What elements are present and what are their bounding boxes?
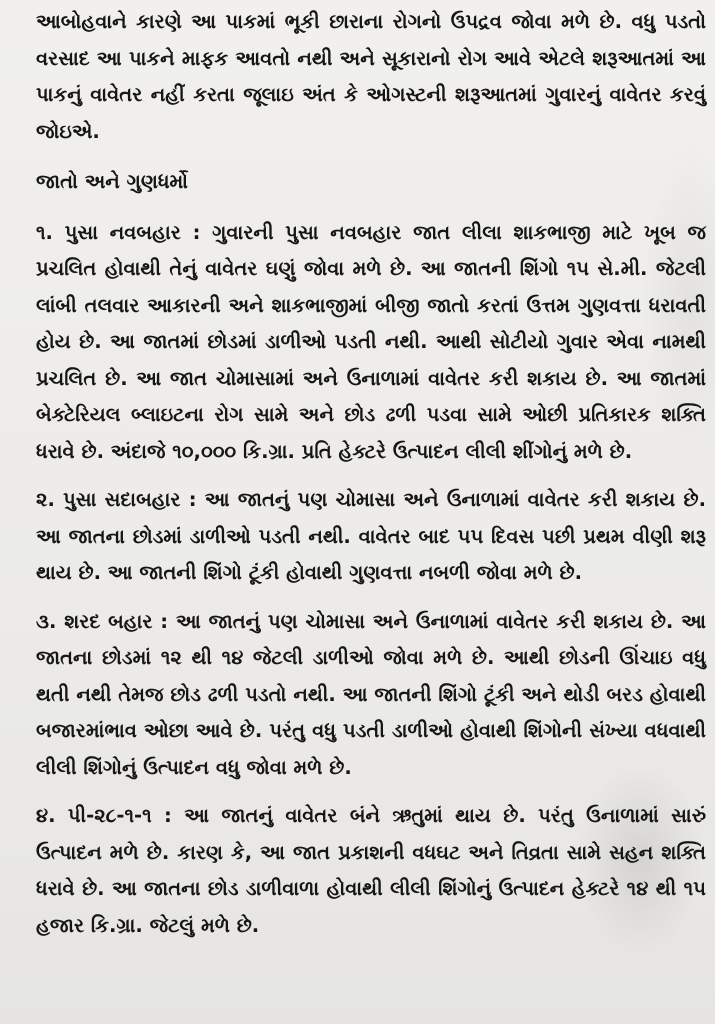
variety-paragraph-4 [36,798,706,944]
section-heading: જાતો અને ગુણધર્મો [36,170,188,193]
variety-label-1: ૧. પુસા નવબહાર : [36,220,201,244]
variety-paragraph-3 [36,604,706,787]
variety-text-1: ગુવારની પુસા નવબહાર જાત લીલા શાકભાજી માટે ખૂબ જ પ્રચલિત હોવાથી તેનું વાવેતર ઘણું જોવા મળે છે. આ જાતની શિંગો ૧૫ સે.મી. જેટલી લાંબી તલવાર આકારની અને શાકભાજીમાં બીજી જાતો કરતાં ઉત્તમ ગુણવત્તા ધરાવતી હોય છે. આ જાતમાં છોડમાં ડાળીઓ પડતી નથી. આથી સોટીયો ગુવાર એવા નામથી પ્રચલિત છે. આ જાત ચોમાસામાં અને ઉનાળામાં વાવેતર કરી શકાય છે. આ જાતમાં બેક્ટેરિયલ બ્લાઇટના રોગ સામે અને છોડ ઢળી પડવા સામે ઓછી પ્રતિકારક શક્તિ ધરાવે છે. અંદાજે ૧૦,૦૦૦ કિ.ગ્રા. પ્રતિ હેક્ટરે ઉત્પાદન લીલી શીંગોનું મળે છે. [36,220,706,463]
variety-text-3: આ જાતનું પણ ચોમાસા અને ઉનાળામાં વાવેતર કરી શકાય છે. આ જાતના છોડમાં ૧૨ થી ૧૪ જેટલી ડાળીઓ જોવા મળે છે. આથી છોડની ઊંચાઇ વધુ થતી નથી તેમજ છોડ ઢળી પડતો નથી. આ જાતની શિંગો ટૂંકી અને થોડી બરડ હોવાથી બજારમાંભાવ ઓછા આવે છે. પરંતુ વધુ પડતી ડાળીઓ હોવાથી શિંગોની સંખ્યા વધવાથી લીલી શિંગોનું ઉત્પાદન વધુ જોવા મળે છે. [36,609,706,779]
variety-label-2: ૨. પુસા સદાબહાર : [36,488,197,511]
variety-paragraph-2 [36,482,706,592]
variety-label-4: ૪. પી-૨૮-૧-૧ : [36,804,172,827]
variety-text-2: આ જાતનું પણ ચોમાસા અને ઉનાળામાં વાવેતર કરી શકાય છે. આ જાતના છોડમાં ડાળીઓ પડતી નથી. વાવેતર બાદ ૫૫ દિવસ પછી પ્રથમ વીણી શરૂ થાય છે. આ જાતની શિંગો ટૂંકી હોવાથી ગુણવત્તા નબળી જોવા મળે છે. [36,488,706,584]
intro-paragraph: આબોહવાને કારણે આ પાકમાં ભૂકી છારાના રોગનો ઉપદ્રવ જોવા મળે છે. વધુ પડતો વરસાદ આ પાકને માફક આવતો નથી અને સૂકારાનો રોગ આવે એટલે શરૂઆતમાં આ પાકનું વાવેતર નહીં કરતા જૂલાઇ અંત કે ઓગસ્ટની શરૂઆતમાં ગુવારનું વાવેતર કરવું જોઇએ. [36,10,706,143]
variety-paragraph-1 [36,215,706,471]
page-text [36,4,706,944]
variety-text-4: આ જાતનું વાવેતર બંને ઋતુમાં થાય છે. પરંતુ ઉનાળામાં સારું ઉત્પાદન મળે છે. કારણ કે, આ જાત પ્રકાશની વધઘટ અને તિવ્રતા સામે સહન શક્તિ ધરાવે છે. આ જાતના છોડ ડાળીવાળા હોવાથી લીલી શિંગોનું ઉત્પાદન હેક્ટરે ૧૪ થી ૧૫ હજાર કિ.ગ્રા. જેટલું મળે છે. [36,804,706,937]
variety-label-3: ૩. શરદ બહાર : [36,609,169,633]
